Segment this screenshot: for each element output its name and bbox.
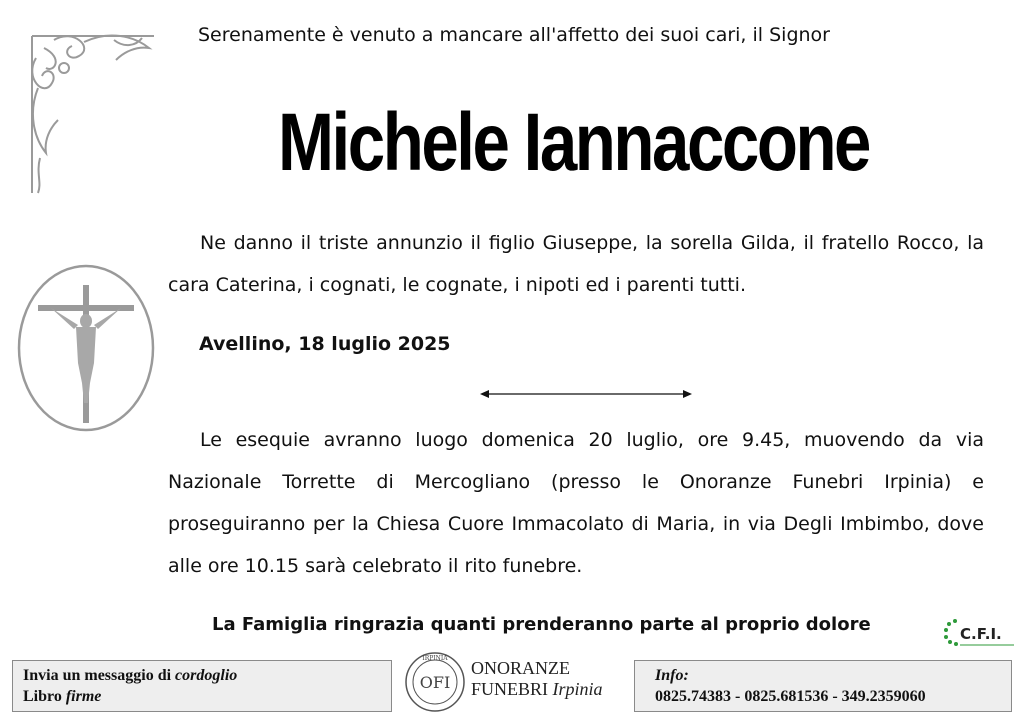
crucifix-icon bbox=[16, 263, 156, 433]
family-thanks: La Famiglia ringrazia quanti prenderanno parte al proprio dolore bbox=[212, 614, 871, 635]
cfi-logo-icon bbox=[940, 618, 1016, 650]
double-arrow-divider-icon bbox=[480, 387, 692, 401]
funeral-home-name bbox=[471, 658, 603, 700]
info-label: Info: bbox=[655, 667, 689, 684]
info-box bbox=[634, 660, 1012, 712]
cfi-logo-text: C.F.I. bbox=[960, 625, 1002, 643]
funeral-home-seal-icon bbox=[404, 651, 466, 713]
funeral-home-line1: ONORANZE bbox=[471, 658, 570, 678]
seal-letters: OFI bbox=[419, 673, 451, 692]
intro-text: Serenamente è venuto a mancare all'affetto dei suoi cari, il Signor bbox=[198, 24, 830, 46]
seal-text: IRPINIA bbox=[422, 655, 448, 662]
funeral-details-paragraph: Le esequie avranno luogo domenica 20 luglio, ore 9.45, muovendo da via Nazionale Torrette di Mercogliano (presso le Onoranze Funebri Irpinia) e proseguiranno per la Chiesa Cuore Immacolato di Maria, in via Degli Imbimbo, dove alle ore 10.15 sarà celebrato il rito funebre. bbox=[168, 429, 984, 577]
condolence-message-link[interactable]: Invia un messaggio di cordoglio bbox=[23, 667, 238, 684]
funeral-home-line2: FUNEBRI Irpinia bbox=[471, 679, 603, 699]
place-date: Avellino, 18 luglio 2025 bbox=[199, 333, 451, 355]
announcement-paragraph: Ne danno il triste annunzio il figlio Giuseppe, la sorella Gilda, il fratello Rocco, la cara Caterina, i cognati, le cognate, i nipoti ed i parenti tutti. bbox=[168, 232, 984, 296]
deceased-name: Michele Iannaccone bbox=[278, 97, 869, 188]
condolence-box[interactable] bbox=[12, 660, 392, 712]
guestbook-link[interactable]: Libro firme bbox=[23, 688, 102, 705]
corner-flourish-icon bbox=[24, 28, 164, 198]
phone-numbers: 0825.74383 - 0825.681536 - 349.2359060 bbox=[655, 688, 926, 705]
